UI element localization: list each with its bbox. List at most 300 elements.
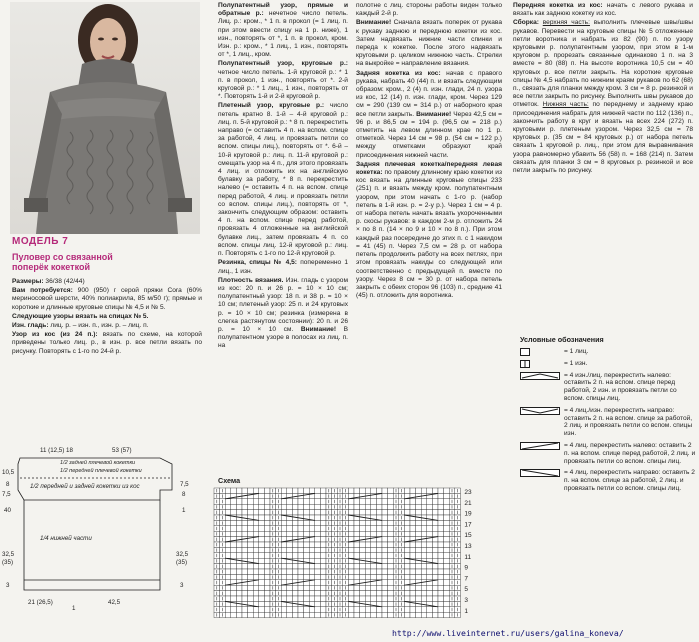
chart-cell [298, 564, 304, 569]
chart-cell [225, 591, 231, 596]
chart-cell [365, 553, 371, 558]
chart-cell [438, 531, 444, 536]
chart-cell [444, 520, 450, 525]
materials-value: 900 (950) г серой пряжи Cora (60% мериносовой шерсти, 40% полиакрила, 85 м/50 г); прямые и короткие и длинные круговые спицы № 4,5 и № 5. [12, 287, 202, 311]
chart-cell [292, 564, 298, 569]
chart-cell [388, 607, 394, 612]
chart-cell [259, 547, 265, 552]
chart-cell [354, 526, 360, 531]
chart-cell [259, 612, 265, 617]
chart-cell [438, 493, 444, 498]
chart-cell [264, 537, 270, 542]
chart-cell [315, 510, 321, 515]
pattern-schematic [0, 440, 205, 640]
p-gauge: Плотность вязания. Изн. гладь с узором из кос: 20 п. и 26 р. = 10 × 10 см; полупатентный узор: 18 п. и 38 р. = 10 × 10 см; плетеный узор: 25 п. и 24 круговых р. = 10 × 10 см; резинка (измерена в слегка растянутом состоянии): 20 п. и 26 р. = 10 × 10 см. Внимание! В полупатентном узоре в полосах из лиц. п. на [218, 276, 348, 350]
chart-cell [248, 542, 254, 547]
chart-cell [348, 596, 354, 601]
row-number: 15 [464, 532, 472, 540]
chart-cell [382, 612, 388, 617]
chart-cell [354, 569, 360, 574]
chart-cell [281, 585, 287, 590]
chart-cell [421, 564, 427, 569]
chart-cell [354, 531, 360, 536]
chart-cell [438, 499, 444, 504]
chart-cell [376, 553, 382, 558]
chart-cell [382, 515, 388, 520]
chart-cell [438, 542, 444, 547]
chart-cell [259, 537, 265, 542]
chart-cell [264, 488, 270, 493]
legend [520, 348, 696, 497]
chart-cell [438, 580, 444, 585]
chart-cell [259, 531, 265, 536]
dim-top-right: 53 (57) [112, 447, 132, 454]
chart-cell [421, 574, 427, 579]
chart-cell [320, 580, 326, 585]
chart-cell [231, 520, 237, 525]
chart-cell [360, 553, 366, 558]
chart-cell [231, 499, 237, 504]
chart-cell [427, 596, 433, 601]
chart-cell [264, 531, 270, 536]
chart-cell [236, 510, 242, 515]
chart-cell [304, 510, 310, 515]
chart-cell [264, 504, 270, 509]
chart-cell [354, 510, 360, 515]
chart-cell [315, 607, 321, 612]
chart-cell [231, 510, 237, 515]
chart-cell [438, 607, 444, 612]
chart-cell [365, 574, 371, 579]
chart-cell [253, 596, 259, 601]
chart-cell [421, 591, 427, 596]
chart-cell [264, 510, 270, 515]
dim-bottom-21: 21 (26,5) [28, 599, 53, 606]
chart-cell [410, 612, 416, 617]
chart-cell [421, 612, 427, 617]
schema-title: Схема [218, 476, 241, 485]
chart-cell [382, 596, 388, 601]
chart-cell [315, 493, 321, 498]
chart-cell [315, 569, 321, 574]
chart-cell [382, 499, 388, 504]
chart-cell [388, 526, 394, 531]
chart-cell [348, 547, 354, 552]
chart-cell [371, 542, 377, 547]
chart-cell [242, 564, 248, 569]
chart-cell [354, 574, 360, 579]
dim-right-1: 1 [182, 507, 186, 514]
chart-cell [287, 488, 293, 493]
chart-cell [432, 488, 438, 493]
chart-cell [348, 564, 354, 569]
column-2 [218, 2, 348, 352]
sweater-model-image [10, 2, 200, 234]
chart-cell [287, 585, 293, 590]
chart-cell [231, 553, 237, 558]
chart-cell [382, 510, 388, 515]
chart-cell [298, 612, 304, 617]
chart-cell [236, 564, 242, 569]
dim-right-7-5: 7,5 [180, 481, 189, 488]
chart-cell [432, 564, 438, 569]
chart-cell [388, 591, 394, 596]
dim-bottom-1: 1 [72, 605, 76, 612]
chart-cell [287, 591, 293, 596]
chart-cell [259, 526, 265, 531]
chart-cell [259, 596, 265, 601]
chart-cell [365, 607, 371, 612]
chart-cell [444, 526, 450, 531]
chart-cell [236, 591, 242, 596]
chart-cell [444, 585, 450, 590]
chart-cell [427, 499, 433, 504]
chart-cell [236, 585, 242, 590]
chart-cell [371, 585, 377, 590]
chart-cell [348, 510, 354, 515]
chart-cell [444, 574, 450, 579]
sizes-value: 36/38 (42/44) [45, 278, 85, 285]
chart-cell [309, 504, 315, 509]
chart-cell [444, 542, 450, 547]
model-number: МОДЕЛЬ 7 [12, 236, 69, 247]
chart-cell [231, 504, 237, 509]
chart-cell [264, 574, 270, 579]
chart-cell [309, 591, 315, 596]
chart-cell [304, 520, 310, 525]
chart-cell [264, 580, 270, 585]
chart-cell [242, 607, 248, 612]
chart-cell [281, 564, 287, 569]
chart-cell [225, 564, 231, 569]
chart-cell [365, 564, 371, 569]
chart-cell [281, 499, 287, 504]
chart-cell [248, 607, 254, 612]
chart-cell [292, 510, 298, 515]
chart-cell [382, 601, 388, 606]
chart-cell [404, 569, 410, 574]
chart-cell [315, 612, 321, 617]
chart-cell [432, 553, 438, 558]
chart-cell [416, 585, 422, 590]
chart-cell [304, 612, 310, 617]
chart-cell [320, 585, 326, 590]
chart-cell [309, 499, 315, 504]
column-3 [356, 2, 502, 301]
chart-cell [371, 591, 377, 596]
chart-cell [404, 585, 410, 590]
chart-cell [382, 504, 388, 509]
chart-cell [259, 553, 265, 558]
chart-cell [416, 510, 422, 515]
chart-cell [292, 531, 298, 536]
row-number: 9 [464, 564, 469, 572]
chart-cell [421, 547, 427, 552]
legend-item: = 4 лиц. перекрестить налево: оставить 2 п. на вспом. спице перед работой, 2 лиц. и провязать петли со вспом. спицы лиц. [520, 442, 696, 465]
chart-cell [304, 488, 310, 493]
chart-cell [376, 520, 382, 525]
chart-cell [248, 564, 254, 569]
chart-cell [315, 499, 321, 504]
dim-left-40: 40 [4, 507, 11, 514]
chart-cell [354, 542, 360, 547]
chart-cell [438, 585, 444, 590]
chart-cell [225, 520, 231, 525]
chart-cell [315, 542, 321, 547]
chart-cell [309, 547, 315, 552]
chart-cell [320, 493, 326, 498]
chart-cell [348, 499, 354, 504]
chart-cell [315, 553, 321, 558]
chart-cell [354, 504, 360, 509]
chart-cell [315, 547, 321, 552]
chart-cell [348, 526, 354, 531]
chart-cell [264, 601, 270, 606]
chart-cell [354, 612, 360, 617]
chart-cell [348, 504, 354, 509]
chart-cell [281, 504, 287, 509]
chart-cell [236, 504, 242, 509]
chart-cell [382, 569, 388, 574]
chart-cell [236, 574, 242, 579]
p-front-yoke: Передняя кокетка из кос: начать с левого рукава и вязать как заднюю кокетку из кос. [513, 2, 693, 18]
chart-cell [432, 499, 438, 504]
chart-cell [253, 504, 259, 509]
chart-cell [371, 488, 377, 493]
chart-cell [287, 564, 293, 569]
chart-cell [287, 574, 293, 579]
chart-cell [376, 542, 382, 547]
dim-left-32-5: 32,5 [2, 551, 15, 558]
chart-cell [320, 510, 326, 515]
chart-cell [354, 499, 360, 504]
chart-cell [236, 607, 242, 612]
chart-cell [248, 553, 254, 558]
chart-cell [264, 520, 270, 525]
chart-cell [421, 531, 427, 536]
chart-cell [242, 553, 248, 558]
chart-cell [376, 591, 382, 596]
chart-cell [348, 585, 354, 590]
chart-cell [309, 510, 315, 515]
chart-cell [382, 542, 388, 547]
chart-cell [236, 553, 242, 558]
chart-cell [404, 612, 410, 617]
chart-cell [360, 542, 366, 547]
chart-cell [281, 542, 287, 547]
chart-cell [248, 488, 254, 493]
chart-cell [432, 531, 438, 536]
chart-cell [298, 553, 304, 558]
chart-cell [388, 493, 394, 498]
chart-cell [444, 607, 450, 612]
chart-cell [416, 520, 422, 525]
chart-cell [438, 564, 444, 569]
chart-cell [287, 569, 293, 574]
chart-cell [304, 607, 310, 612]
chart-cell [444, 510, 450, 515]
chart-cell [427, 612, 433, 617]
chart-cell [231, 547, 237, 552]
chart-cell [309, 569, 315, 574]
chart-cell [281, 612, 287, 617]
chart-cell [365, 612, 371, 617]
chart-cell [427, 607, 433, 612]
chart-cell [287, 612, 293, 617]
chart-cell [404, 547, 410, 552]
chart-cell [259, 607, 265, 612]
chart-cell [236, 542, 242, 547]
chart-cell [444, 564, 450, 569]
chart-cell [365, 510, 371, 515]
chart-cell [309, 488, 315, 493]
chart-cell [371, 547, 377, 552]
chart-cell [304, 531, 310, 536]
chart-cell [348, 569, 354, 574]
row-number: 5 [464, 586, 469, 594]
chart-cell [320, 601, 326, 606]
chart-cell [427, 547, 433, 552]
chart-cell [410, 574, 416, 579]
chart-cell [354, 585, 360, 590]
chart-cell [264, 515, 270, 520]
dim-left-105: 10,5 [2, 469, 15, 476]
chart-cell [320, 542, 326, 547]
chart-cell [371, 612, 377, 617]
chart-cell [388, 547, 394, 552]
chart-cell [404, 574, 410, 579]
chart-cell [388, 558, 394, 563]
row-number: 7 [464, 575, 469, 583]
chart-cell [287, 499, 293, 504]
chart-cell [248, 591, 254, 596]
chart-cell [320, 574, 326, 579]
chart-cell [348, 553, 354, 558]
chart-cell [304, 585, 310, 590]
chart-cell [438, 596, 444, 601]
legend-title: Условные обозначения [520, 335, 604, 344]
label-quarter: 1/4 нижней части [40, 535, 92, 542]
chart-cell [281, 510, 287, 515]
p-braided: Плетеный узор, круговые р.: число петель кратно 8. 1-й – 4-й круговой р.: лиц. п. 5-й круговой р.: * 8 п. перекрестить направо (= оставить 4 п. на вспом. спице за работой, 4 лиц. и провязать петли со вспом. спицы лиц.), повторять от *. 6-й – 10-й круговой р.: лиц. п. 11-й круговой р.: смещать узор на 4 п., для этого провязать 4 лиц. и отложить их на английскую булавку за работу, * 8 п. перекрестить налево (= оставить 4 п. на вспом. спице перед работой, 4 лиц. и провязать петли со вспом. спицы лиц.), повторять от *, закончить следующим образом: оставить 4 п. на вспом. спице перед работой, провязать 4 отложенные на английской булавке лиц., затем провязать 4 п. со вспом. спицы лиц. 12-й круговой р.: лиц. п. Повторять с 1-го по 12-й круговой р. [218, 102, 348, 258]
chart-cell [236, 488, 242, 493]
chart-cell [348, 607, 354, 612]
chart-cell [360, 488, 366, 493]
chart-cell [371, 531, 377, 536]
chart-cell [410, 591, 416, 596]
chart-cell [231, 542, 237, 547]
chart-cell [287, 553, 293, 558]
chart-cell [320, 515, 326, 520]
chart-cell [231, 596, 237, 601]
chart-cell [416, 591, 422, 596]
chart-cell [427, 504, 433, 509]
chart-cell [281, 607, 287, 612]
chart-cell [253, 526, 259, 531]
chart-cell [259, 493, 265, 498]
chart-cell [416, 612, 422, 617]
chart-cell [438, 558, 444, 563]
knit-symbol-icon [520, 348, 530, 356]
chart-cell [371, 504, 377, 509]
chart-cell [360, 547, 366, 552]
chart-cell [320, 499, 326, 504]
chart-cell [298, 531, 304, 536]
chart-cell [410, 553, 416, 558]
chart-cell [292, 547, 298, 552]
chart-cell [264, 547, 270, 552]
chart-cell [360, 564, 366, 569]
chart-cell [360, 585, 366, 590]
chart-cell [259, 564, 265, 569]
chart-cell [371, 607, 377, 612]
chart-cell [281, 553, 287, 558]
chart-cell [438, 520, 444, 525]
chart-cell [298, 526, 304, 531]
chart-cell [365, 526, 371, 531]
p-back-yoke: Задняя кокетка из кос: начав с правого рукава, набрать 40 (44) п. и вязать следующим образом: кром., 2 (4) п. изн. глади, 24 п. узора из кос, 12 (14) п. изн. глади, кром. Через 129 см = 290 (139 см = 314 р.) от наборного края все петли закрыть. Внимание! Через 42,5 см = 96 р. и 86,5 см = 194 р. (96,5 см = 218 р.) отметить на левом длинном крае по 1 р. отметкой. Через 14 см = 98 р. (54 см = 122 р.) между отметками образуют край присоединения нижней части. [356, 69, 502, 159]
chart-cell [388, 537, 394, 542]
dim-right-3: 3 [180, 582, 184, 589]
chart-cell [292, 585, 298, 590]
chart-cell [382, 520, 388, 525]
chart-cell [427, 553, 433, 558]
chart-cell [298, 596, 304, 601]
chart-cell [225, 612, 231, 617]
chart-cell [320, 569, 326, 574]
chart-cell [382, 574, 388, 579]
chart-cell [365, 596, 371, 601]
chart-cell [304, 553, 310, 558]
chart-cell [444, 596, 450, 601]
chart-cell [444, 569, 450, 574]
label-back-top: 1/2 задней плечевой кокетки [60, 460, 136, 466]
chart-cell [248, 547, 254, 552]
chart-cell [421, 585, 427, 590]
chart-cell [264, 607, 270, 612]
chart-cell [388, 488, 394, 493]
label-front-top: 1/2 передней плечевой кокетки [60, 468, 142, 474]
chart-cell [410, 569, 416, 574]
chart-cell [304, 564, 310, 569]
chart-cell [253, 591, 259, 596]
chart-cell [416, 531, 422, 536]
chart-cell [421, 526, 427, 531]
dim-top-mid: 18 [66, 447, 73, 454]
chart-cell [315, 531, 321, 536]
chart-cell [315, 564, 321, 569]
chart-cell [404, 542, 410, 547]
chart-cell [304, 542, 310, 547]
p-continuation: полотне с лиц. стороны работы виден только каждый 2-й р. [356, 2, 502, 18]
chart-cell [438, 515, 444, 520]
chart-cell [444, 558, 450, 563]
chart-cell [382, 607, 388, 612]
row-number: 19 [464, 510, 472, 518]
chart-cell [264, 493, 270, 498]
chart-cell [304, 569, 310, 574]
chart-cell [259, 499, 265, 504]
chart-cell [382, 585, 388, 590]
chart-cell [354, 488, 360, 493]
chart-cell [410, 504, 416, 509]
chart-cell [292, 607, 298, 612]
column-4 [513, 2, 693, 176]
row-number: 21 [464, 499, 472, 507]
chart-cell [242, 542, 248, 547]
chart-cell [388, 510, 394, 515]
chart-cell [225, 574, 231, 579]
